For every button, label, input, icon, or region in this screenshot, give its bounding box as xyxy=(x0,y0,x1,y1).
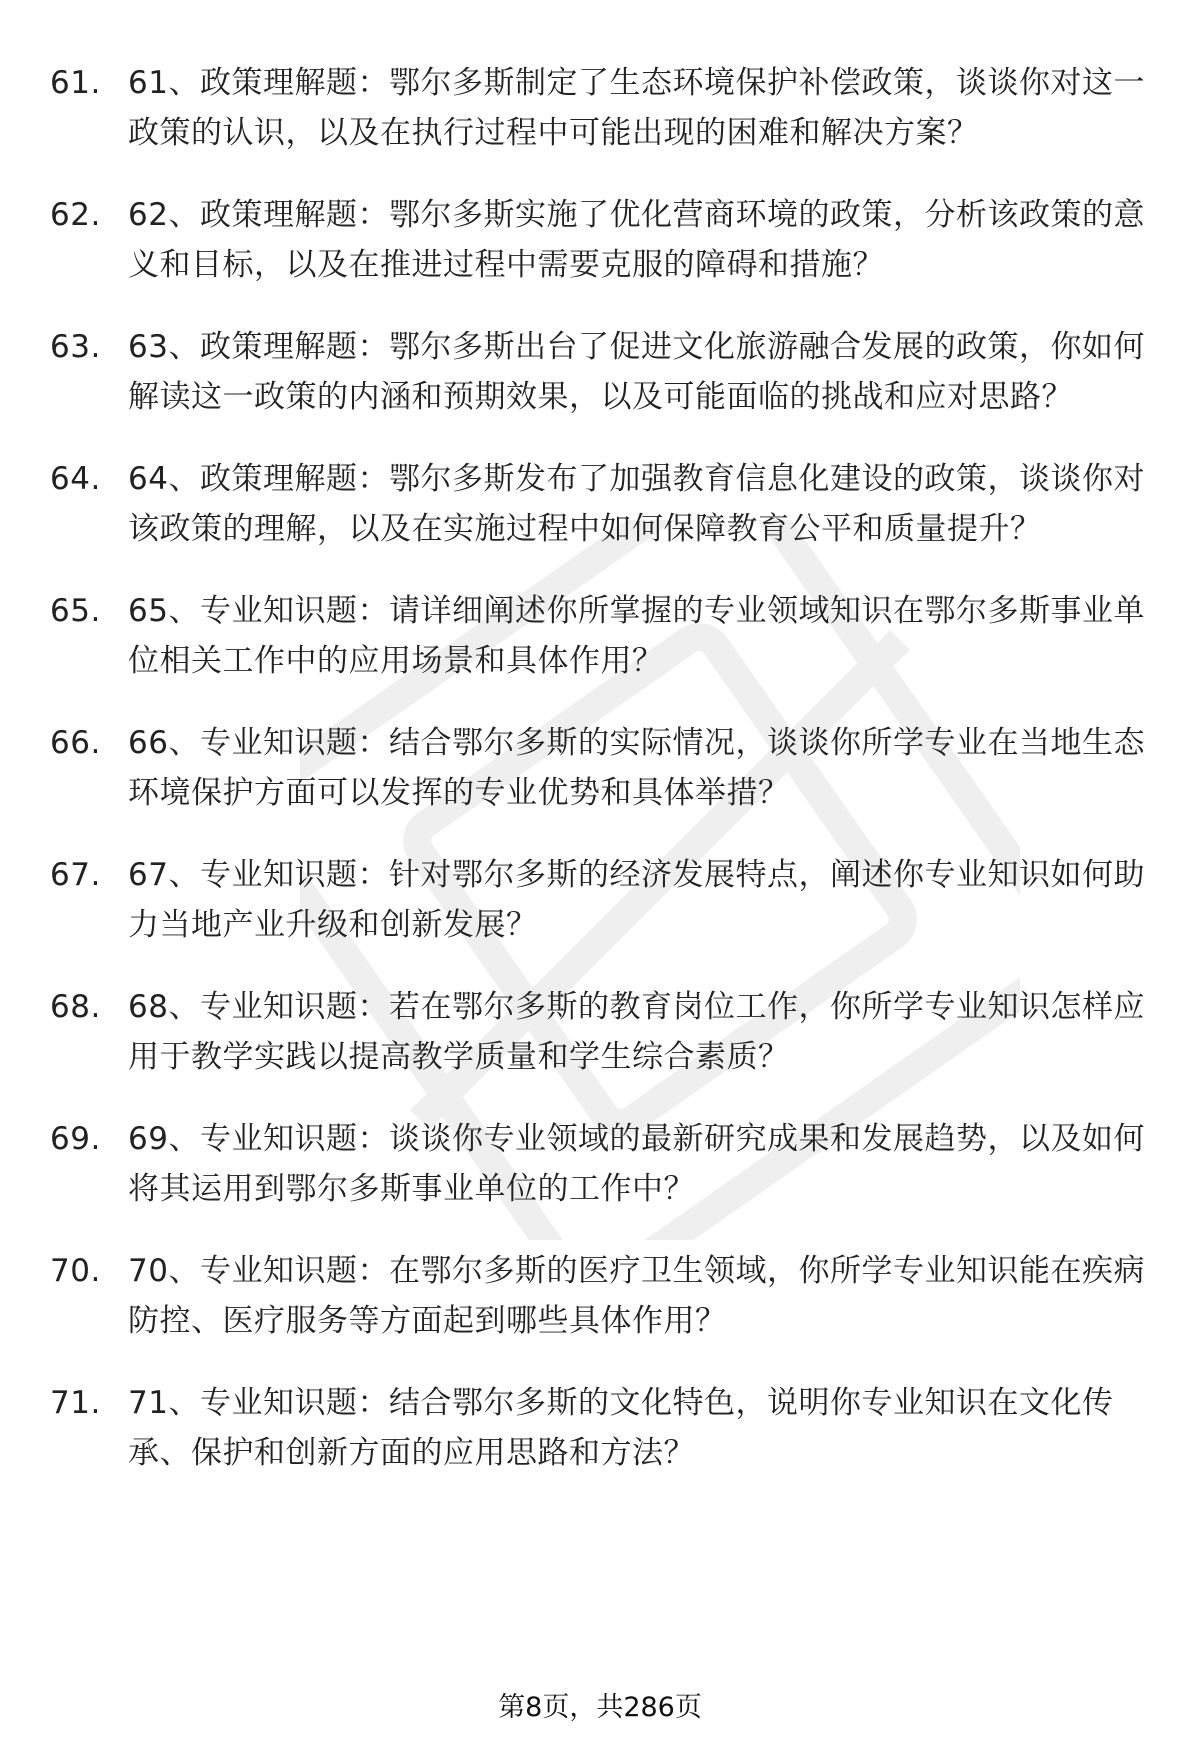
question-text: 64、政策理解题：鄂尔多斯发布了加强教育信息化建设的政策，谈谈你对该政策的理解，以及在实施过程中如何保障教育公平和质量提升？ xyxy=(128,461,1145,547)
question-text: 63、政策理解题：鄂尔多斯出台了促进文化旅游融合发展的政策，你如何解读这一政策的内涵和预期效果，以及可能面临的挑战和应对思路？ xyxy=(128,329,1145,415)
question-text: 68、专业知识题：若在鄂尔多斯的教育岗位工作，你所学专业知识怎样应用于教学实践以提高教学质量和学生综合素质？ xyxy=(128,989,1145,1075)
question-text: 66、专业知识题：结合鄂尔多斯的实际情况，谈谈你所学专业在当地生态环境保护方面可以发挥的专业优势和具体举措？ xyxy=(128,725,1145,811)
question-item xyxy=(0,58,1200,158)
question-text: 65、专业知识题：请详细阐述你所掌握的专业领域知识在鄂尔多斯事业单位相关工作中的应用场景和具体作用？ xyxy=(128,593,1145,679)
question-text: 61、政策理解题：鄂尔多斯制定了生态环境保护补偿政策，谈谈你对这一政策的认识，以及在执行过程中可能出现的困难和解决方案？ xyxy=(128,65,1145,151)
question-item xyxy=(0,718,1200,818)
question-number: 61. xyxy=(50,65,101,101)
question-number: 67. xyxy=(50,857,101,893)
question-number: 68. xyxy=(50,989,101,1025)
question-number: 63. xyxy=(50,329,101,365)
question-text: 67、专业知识题：针对鄂尔多斯的经济发展特点，阐述你专业知识如何助力当地产业升级和创新发展？ xyxy=(128,857,1145,943)
page-number: 第8页，共286页 xyxy=(498,1692,702,1723)
question-text: 70、专业知识题：在鄂尔多斯的医疗卫生领域，你所学专业知识能在疾病防控、医疗服务等方面起到哪些具体作用？ xyxy=(128,1253,1145,1339)
question-number: 64. xyxy=(50,461,101,497)
question-item xyxy=(0,190,1200,290)
question-item xyxy=(0,454,1200,554)
question-item xyxy=(0,982,1200,1082)
question-item xyxy=(0,1246,1200,1346)
question-number: 62. xyxy=(50,197,101,233)
question-item xyxy=(0,850,1200,950)
question-item xyxy=(0,586,1200,686)
question-text: 69、专业知识题：谈谈你专业领域的最新研究成果和发展趋势，以及如何将其运用到鄂尔多斯事业单位的工作中？ xyxy=(128,1121,1145,1207)
question-list xyxy=(0,58,1200,1510)
question-number: 71. xyxy=(50,1385,101,1421)
question-item xyxy=(0,1114,1200,1214)
question-item xyxy=(0,322,1200,422)
question-number: 69. xyxy=(50,1121,101,1157)
question-item xyxy=(0,1378,1200,1478)
question-text: 71、专业知识题：结合鄂尔多斯的文化特色，说明你专业知识在文化传承、保护和创新方面的应用思路和方法？ xyxy=(128,1385,1114,1471)
question-number: 70. xyxy=(50,1253,101,1289)
question-number: 65. xyxy=(50,593,101,629)
question-number: 66. xyxy=(50,725,101,761)
question-text: 62、政策理解题：鄂尔多斯实施了优化营商环境的政策，分析该政策的意义和目标，以及在推进过程中需要克服的障碍和措施？ xyxy=(128,197,1145,283)
